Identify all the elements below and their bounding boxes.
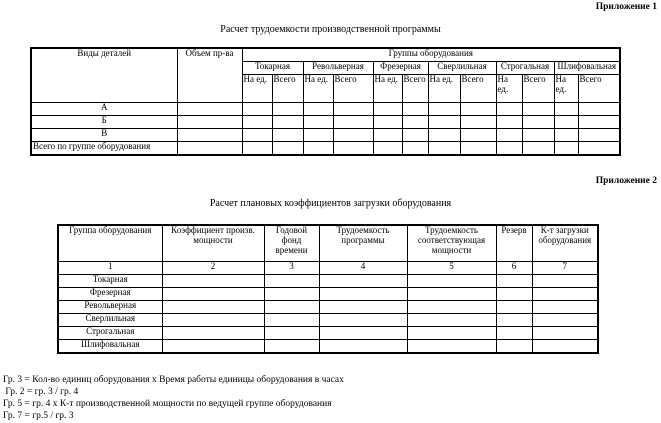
col-header: К-т загрузки оборудования bbox=[532, 225, 598, 261]
per-unit-header: На ед. bbox=[242, 75, 272, 103]
table-row bbox=[58, 326, 598, 339]
col-number: 1 bbox=[58, 261, 162, 274]
col-header: Трудоемкость соответствующая мощности bbox=[407, 225, 496, 261]
col-number: 4 bbox=[319, 261, 407, 274]
total-header: Всего bbox=[333, 75, 373, 103]
col-header-volume: Объем пр-ва bbox=[177, 48, 242, 103]
table-row bbox=[31, 103, 620, 116]
group-header: Сверлильная bbox=[428, 62, 496, 75]
table-row bbox=[58, 300, 598, 313]
col-number: 2 bbox=[162, 261, 264, 274]
total-header: Всего bbox=[522, 75, 554, 103]
table-row bbox=[31, 116, 620, 129]
col-header-parts: Виды деталей bbox=[31, 48, 177, 103]
col-header: Годовой фонд времени bbox=[264, 225, 319, 261]
per-unit-header: На ед. bbox=[496, 75, 522, 103]
table-row bbox=[31, 129, 620, 142]
per-unit-header: На ед. bbox=[428, 75, 460, 103]
group-header: Токарная bbox=[242, 62, 303, 75]
table-row bbox=[58, 339, 598, 353]
load-coefficients-table bbox=[57, 224, 599, 354]
row-label: Шлифовальная bbox=[58, 339, 162, 353]
col-number: 3 bbox=[264, 261, 319, 274]
group-header: Шлифовальная bbox=[554, 62, 620, 75]
table-row bbox=[58, 274, 598, 287]
table-row bbox=[58, 313, 598, 326]
col-header-groups: Группы оборудования bbox=[242, 48, 620, 62]
col-number: 5 bbox=[407, 261, 496, 274]
row-label: Сверлильная bbox=[58, 313, 162, 326]
appendix-1-label: Приложение 1 bbox=[595, 2, 657, 12]
total-header: Всего bbox=[578, 75, 620, 103]
row-label: Всего по группе оборудования bbox=[31, 142, 177, 156]
group-header: Револьверная bbox=[303, 62, 373, 75]
total-header: Всего bbox=[460, 75, 496, 103]
footnote: Гр. 5 = гр. 4 х К-т производственной мощности по ведущей группе оборудования bbox=[3, 399, 332, 409]
total-header: Всего bbox=[402, 75, 428, 103]
per-unit-header: На ед. bbox=[303, 75, 333, 103]
row-label: Б bbox=[31, 116, 177, 129]
group-header: Строгальная bbox=[496, 62, 554, 75]
appendix-2-label: Приложение 2 bbox=[595, 176, 657, 186]
labor-intensity-table bbox=[30, 47, 621, 156]
col-header: Трудоемкость программы bbox=[319, 225, 407, 261]
row-label: В bbox=[31, 129, 177, 142]
row-label: А bbox=[31, 103, 177, 116]
col-number: 7 bbox=[532, 261, 598, 274]
per-unit-header: На ед. bbox=[554, 75, 578, 103]
row-label: Револьверная bbox=[58, 300, 162, 313]
row-label: Токарная bbox=[58, 274, 162, 287]
table-1-title: Расчет трудоемкости производственной программы bbox=[220, 24, 441, 35]
footnote: Гр. 2 = гр. 3 / гр. 4 bbox=[3, 387, 79, 397]
group-header: Фрезерная bbox=[373, 62, 428, 75]
table-row bbox=[31, 142, 620, 156]
table-row bbox=[58, 287, 598, 300]
table-2-title: Расчет плановых коэффициентов загрузки оборудования bbox=[209, 198, 452, 209]
col-header: Резерв bbox=[496, 225, 532, 261]
row-label: Фрезерная bbox=[58, 287, 162, 300]
footnote: Гр. 7 = гр.5 / гр. 3 bbox=[3, 411, 74, 421]
per-unit-header: На ед. bbox=[373, 75, 402, 103]
col-header: Коэффициент произв. мощности bbox=[162, 225, 264, 261]
col-header: Группа оборудования bbox=[58, 225, 162, 261]
total-header: Всего bbox=[272, 75, 303, 103]
footnote: Гр. 3 = Кол-во единиц оборудования х Время работы единицы оборудования в часах bbox=[3, 375, 344, 385]
footnotes bbox=[3, 374, 344, 422]
row-label: Строгальная bbox=[58, 326, 162, 339]
col-number: 6 bbox=[496, 261, 532, 274]
